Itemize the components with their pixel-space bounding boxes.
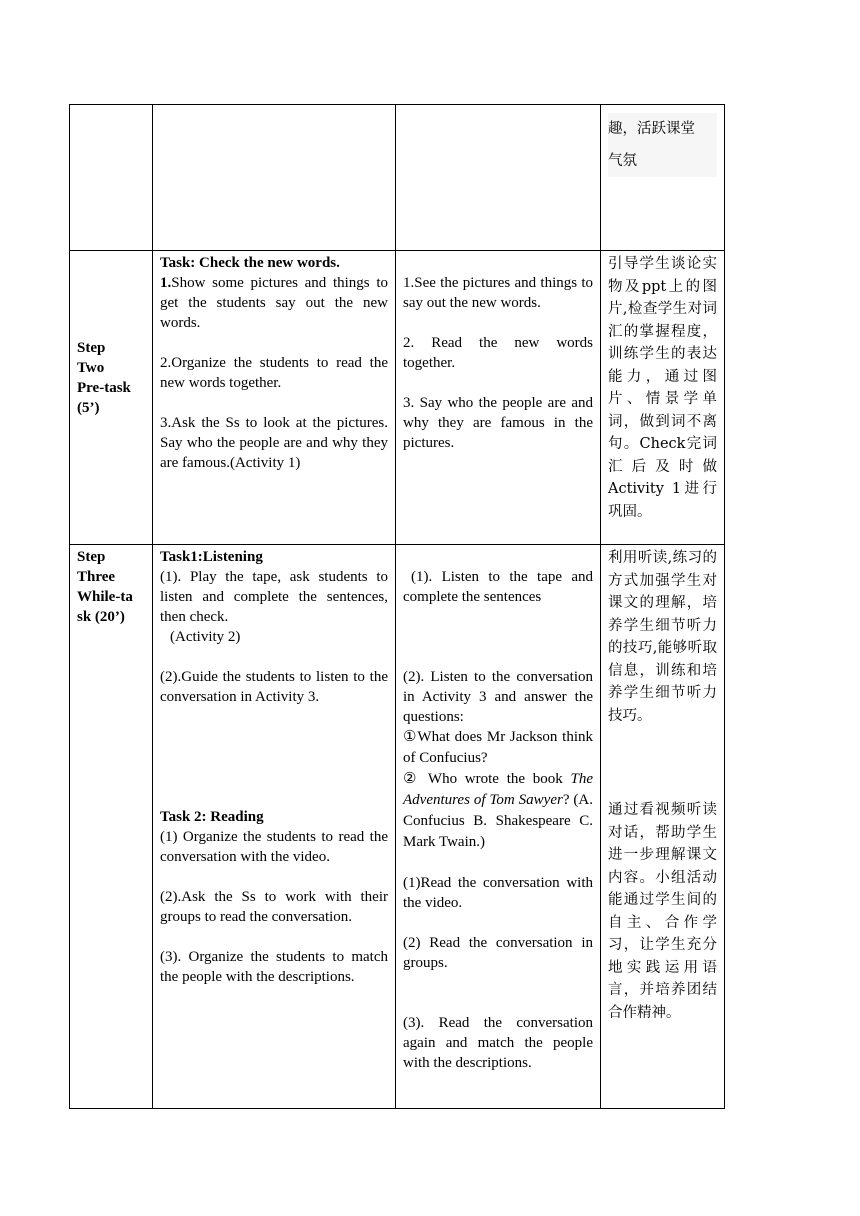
- purpose-text-line: 趣，活跃课堂: [608, 113, 717, 145]
- purpose-text: 引导学生谈论实物及ppt上的图片,检查学生对词汇的掌握程度，训练学生的表达能力，通过图片、情景学单词，做到词不离句。Check完词汇后及时做 Activity 1进行巩固。: [608, 256, 717, 520]
- task-heading: Task: Check the new words.: [160, 255, 340, 271]
- item-number: 1.: [160, 275, 172, 291]
- teacher-step-text: Show some pictures and things to get the students say out the new words.: [160, 275, 388, 331]
- purpose-text: 通过看视频听读对话，帮助学生进一步理解课文内容。小组活动能通过学生间的自主、合作学习，让学生充分地实践运用语言，并培养团结合作精神。: [608, 802, 717, 1021]
- step-label: Step: [77, 339, 106, 356]
- task-heading: Task 2: Reading: [160, 809, 264, 825]
- teacher-step-text: 3.Ask the Ss to look at the pictures. Say who the people are and why they are famous.(Activity 1): [160, 415, 388, 471]
- student-step-text: 3. Say who the people are and why they are famous in the pictures.: [403, 395, 593, 451]
- student-step-text: ② Who wrote the book: [403, 771, 571, 787]
- teacher-activity-cell: [153, 251, 396, 545]
- teacher-step-text: (1). Play the tape, ask students to listen and complete the sentences, then check.: [160, 569, 388, 625]
- student-step-text: (3). Read the conversation again and match the people with the descriptions.: [403, 1015, 593, 1071]
- table-row: [70, 251, 725, 545]
- teacher-step-text: (3). Organize the students to match the people with the descriptions.: [160, 949, 388, 985]
- teacher-step-text: (Activity 2): [170, 629, 241, 645]
- student-step-text: 2. Read the new words together.: [403, 335, 593, 371]
- teacher-activity-cell: [153, 105, 396, 251]
- student-step-text: (1)Read the conversation with the video.: [403, 875, 593, 911]
- step-label: While-ta: [77, 589, 133, 605]
- step-label: Step: [77, 549, 106, 565]
- purpose-cell: [601, 545, 725, 1109]
- teacher-step-text: (2).Ask the Ss to work with their groups to read the conversation.: [160, 889, 388, 925]
- student-activity-cell: [396, 545, 601, 1109]
- student-step-text: ①What does Mr Jackson think of Confucius?: [403, 729, 593, 766]
- step-cell: [70, 545, 153, 1109]
- purpose-cell: [601, 251, 725, 545]
- teacher-step-text: (2).Guide the students to listen to the conversation in Activity 3.: [160, 669, 388, 705]
- student-step-text: ? (A. Confucius B. Shakespeare C. Mark Twain.): [403, 792, 593, 850]
- step-cell: [70, 251, 153, 545]
- purpose-text-line: 气氛: [608, 145, 717, 177]
- task-heading: Task1:Listening: [160, 549, 263, 565]
- step-label: sk (20’): [77, 609, 125, 625]
- lesson-plan-table: [69, 104, 725, 1109]
- step-label: Pre-task: [77, 379, 131, 396]
- teacher-step-text: (1) Organize the students to read the conversation with the video.: [160, 829, 388, 865]
- purpose-text: 利用听读,练习的方式加强学生对课文的理解，培养学生细节听力的技巧,能够听取信息，训练和培养学生细节听力技巧。: [608, 550, 717, 724]
- teacher-activity-cell: [153, 545, 396, 1109]
- step-label: Three: [77, 569, 116, 585]
- student-step-text: (1). Listen to the tape and complete the sentences: [403, 569, 593, 605]
- step-label: (5’): [77, 399, 100, 416]
- teacher-step-text: 2.Organize the students to read the new words together.: [160, 355, 388, 391]
- student-activity-cell: [396, 105, 601, 251]
- step-cell: [70, 105, 153, 251]
- purpose-cell: [601, 105, 725, 251]
- book-title: The Adventures of Tom Sawyer: [403, 771, 593, 808]
- student-step-text: 1.See the pictures and things to say out the new words.: [403, 275, 593, 311]
- student-step-text: (2). Listen to the conversation in Activity 3 and answer the questions:: [403, 669, 593, 725]
- step-label: Two: [77, 359, 105, 376]
- table-row: [70, 105, 725, 251]
- table-row: [70, 545, 725, 1109]
- student-activity-cell: [396, 251, 601, 545]
- student-step-text: (2) Read the conversation in groups.: [403, 935, 593, 971]
